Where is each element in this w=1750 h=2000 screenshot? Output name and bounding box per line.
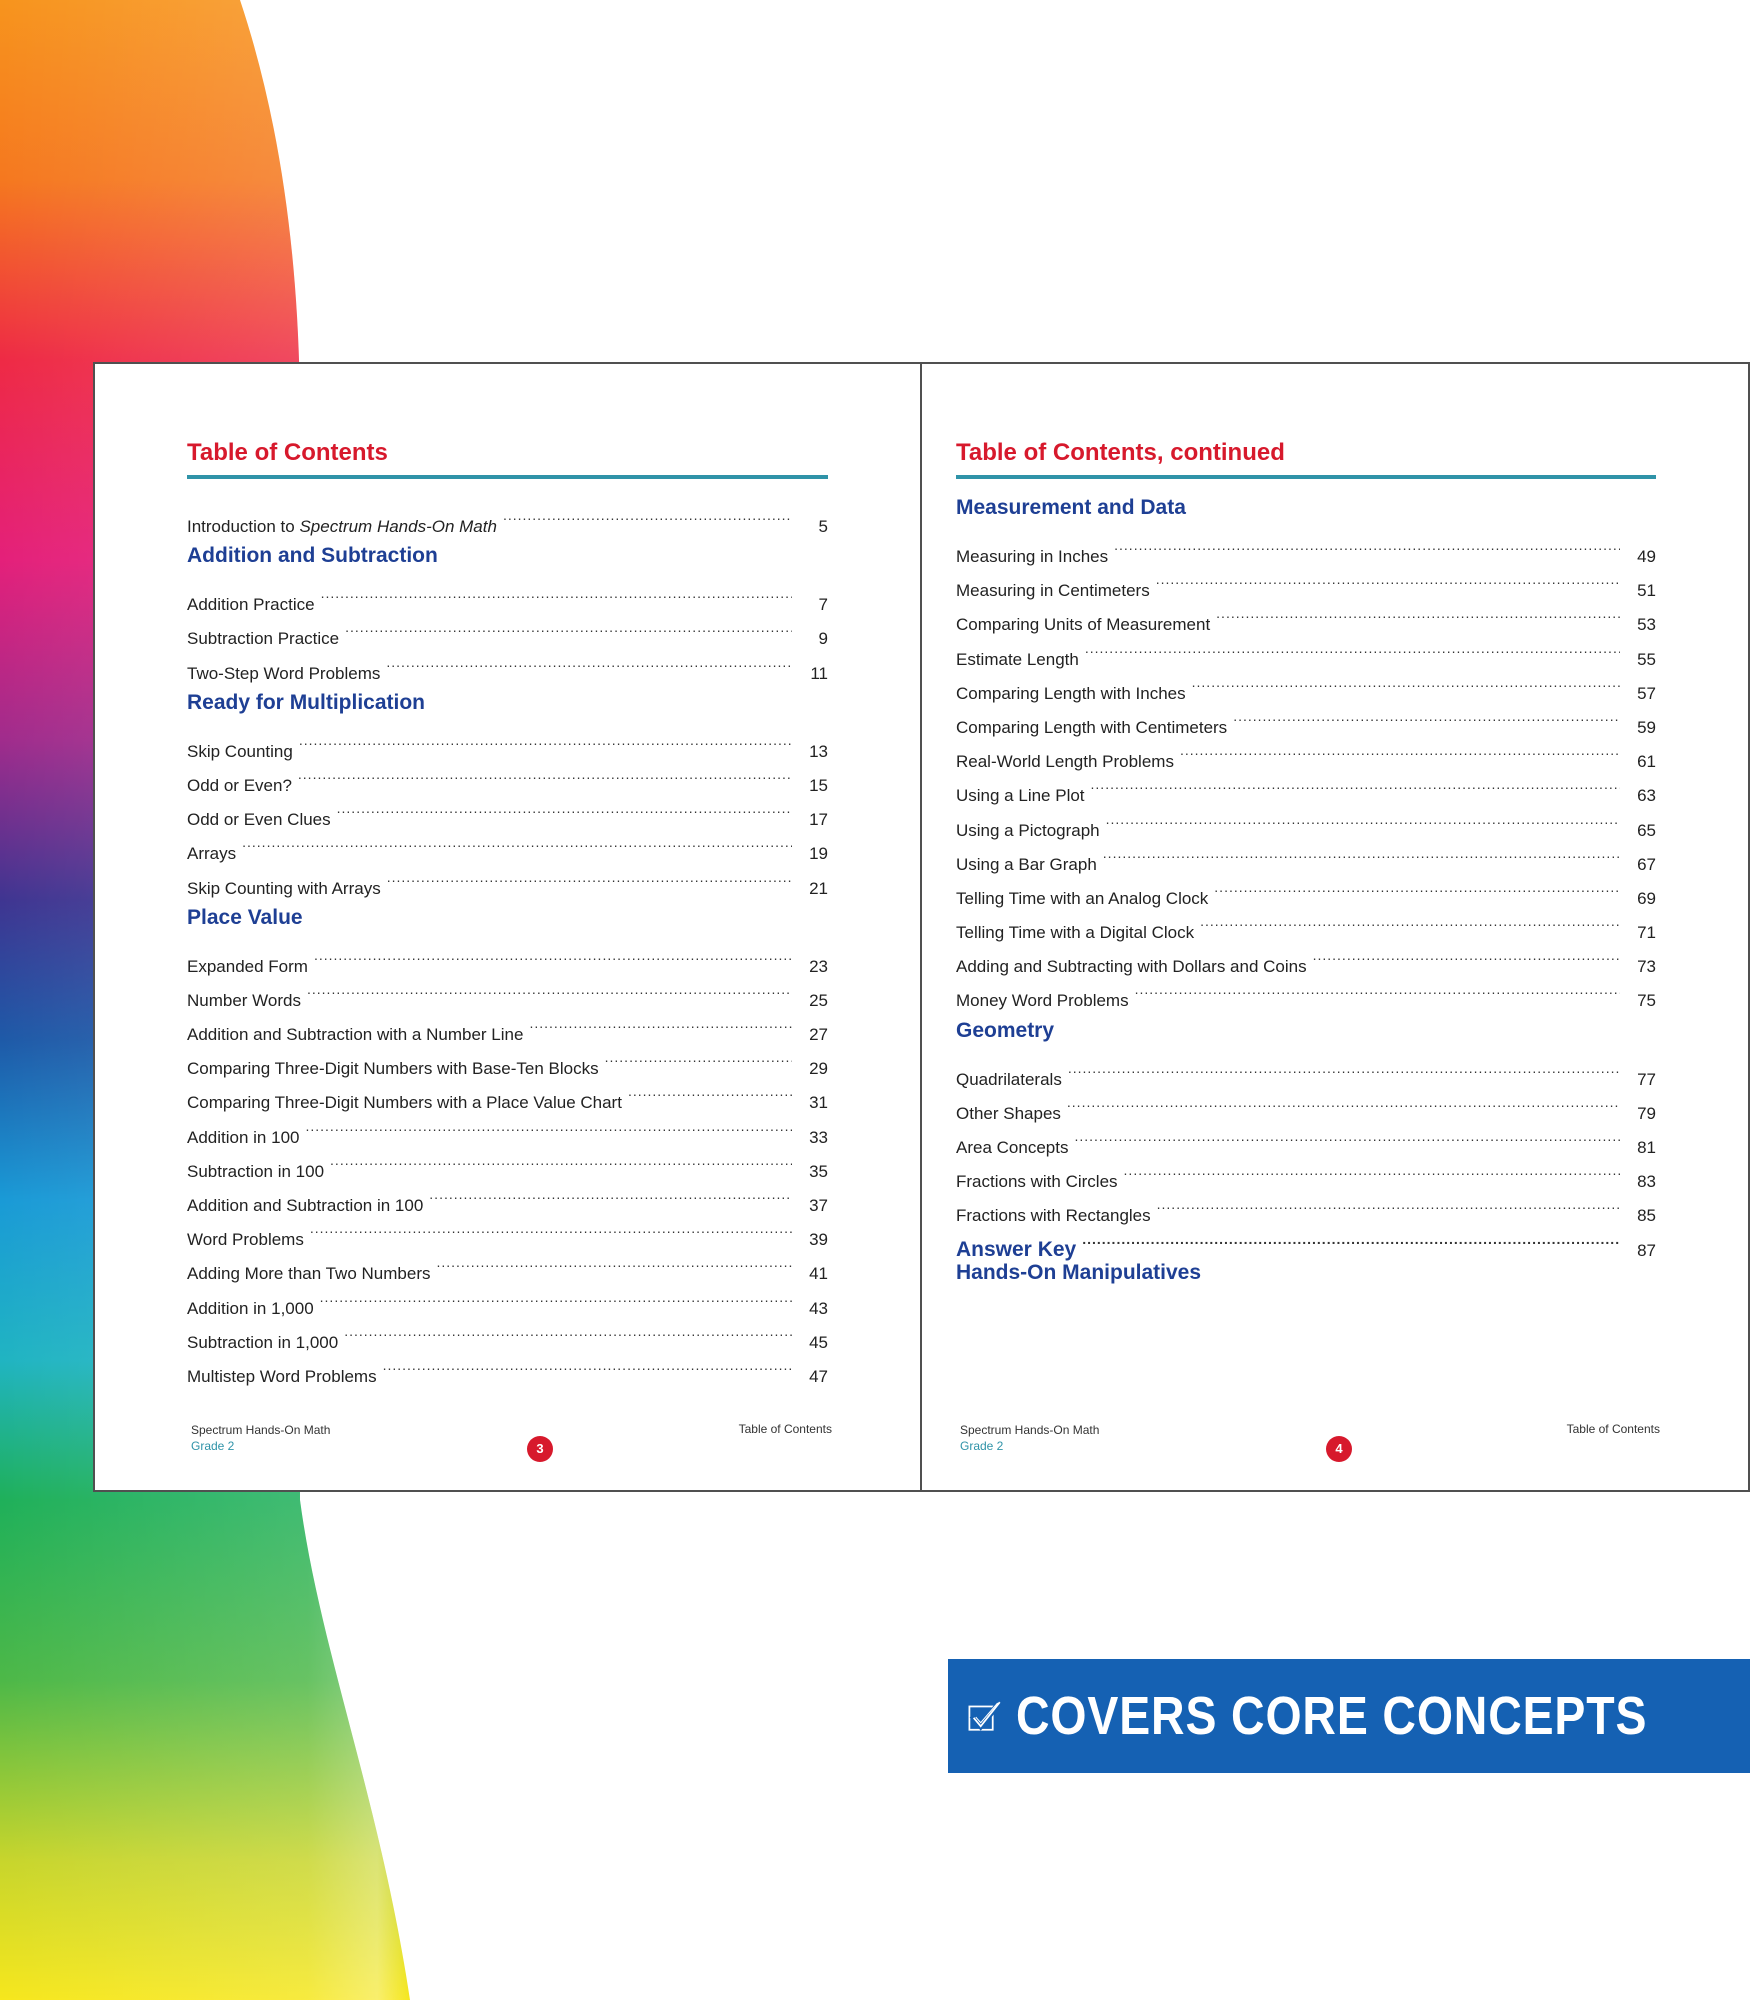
- toc-entry-label: Other Shapes: [956, 1103, 1061, 1123]
- toc-entry-label: Introduction to Spectrum Hands-On Math: [187, 517, 497, 536]
- section-heading: Place Value: [187, 905, 303, 929]
- toc-entry[interactable]: [187, 860, 828, 898]
- toc-entry-page: 83: [1637, 1172, 1656, 1192]
- toc-entry-label: Fractions with Circles: [956, 1172, 1118, 1192]
- toc-entry[interactable]: [187, 723, 828, 761]
- toc-entry-page: 7: [818, 595, 828, 615]
- toc-entry-page: 79: [1637, 1103, 1656, 1123]
- toc-entry-page: 33: [809, 1127, 828, 1147]
- toc-entry-page: 45: [809, 1332, 828, 1352]
- dot-leader: [307, 972, 792, 1006]
- dot-leader: [387, 860, 792, 894]
- toc-entry-page: 5: [818, 517, 828, 536]
- footer-grade: Grade 2: [191, 1439, 235, 1453]
- toc-list: [187, 498, 828, 1386]
- toc-entry-label: Two-Step Word Problems: [187, 663, 381, 683]
- dot-leader: [1200, 904, 1620, 938]
- toc-entry-page: 71: [1637, 923, 1656, 943]
- covers-core-concepts-banner: [948, 1659, 1750, 1773]
- toc-entry-page: 61: [1637, 752, 1656, 772]
- dot-leader: [1067, 1085, 1620, 1119]
- section-heading: Addition and Subtraction: [187, 544, 438, 568]
- toc-entry[interactable]: [187, 825, 828, 864]
- toc-entry-label: Quadrilaterals: [956, 1069, 1062, 1089]
- toc-entry-page: 81: [1637, 1138, 1656, 1157]
- dot-leader: [1156, 562, 1620, 596]
- toc-entry-label: Comparing Length with Centimeters: [956, 717, 1228, 737]
- toc-entry-page: 57: [1637, 683, 1656, 703]
- dot-leader: [429, 1177, 792, 1211]
- dot-leader: [330, 1143, 792, 1177]
- toc-entry-label: Comparing Units of Measurement: [956, 615, 1211, 635]
- footer-grade: Grade 2: [960, 1439, 1004, 1453]
- toc-entry-label: Telling Time with an Analog Clock: [956, 888, 1209, 908]
- toc-entry-label: Comparing Three-Digit Numbers with a Place Value Chart: [187, 1093, 622, 1113]
- dot-leader: [1135, 972, 1620, 1006]
- dot-leader: [1124, 1153, 1620, 1187]
- toc-entry-label: Adding More than Two Numbers: [187, 1264, 431, 1284]
- toc-entry-page: 73: [1637, 957, 1656, 977]
- section-heading: Measurement and Data: [956, 496, 1186, 519]
- toc-entry-page: 87: [1637, 1240, 1656, 1260]
- toc-entry-label: Using a Bar Graph: [956, 854, 1097, 874]
- toc-entry-page: 77: [1637, 1069, 1656, 1089]
- toc-entry-label: Area Concepts: [956, 1138, 1069, 1157]
- toc-entry-label: Measuring in Centimeters: [956, 581, 1150, 601]
- toc-entry-label: Number Words: [187, 990, 301, 1010]
- toc-entry-page: 17: [809, 810, 828, 830]
- footer-book-title: Spectrum Hands-On Math: [191, 1423, 331, 1437]
- toc-entry-page: 43: [809, 1298, 828, 1318]
- toc-entry-label: Addition Practice: [187, 595, 315, 615]
- toc-entry-label: Money Word Problems: [956, 991, 1129, 1011]
- page-number-badge: 4: [1326, 1436, 1352, 1462]
- toc-entry-label: Estimate Length: [956, 649, 1079, 669]
- toc-entry-label: Fractions with Rectangles: [956, 1206, 1151, 1226]
- toc-entry-page: 29: [809, 1059, 828, 1079]
- dot-leader: [1103, 836, 1620, 870]
- toc-entry-label: Subtraction in 100: [187, 1161, 325, 1181]
- toc-entry[interactable]: [956, 1051, 1656, 1089]
- section-heading: Ready for Multiplication: [187, 690, 426, 714]
- toc-entry-label: Comparing Length with Inches: [956, 683, 1186, 703]
- toc-entry-page: 37: [809, 1196, 828, 1215]
- toc-entry-label: Odd or Even?: [187, 775, 292, 795]
- toc-entry-label: Expanded Form: [187, 956, 308, 976]
- dot-leader: [299, 723, 792, 757]
- footer-section: Table of Contents: [738, 1422, 832, 1436]
- dot-leader: [344, 1314, 792, 1348]
- page-number-badge: 3: [527, 1436, 553, 1462]
- dot-leader: [1180, 733, 1620, 767]
- toc-entry-page: 47: [809, 1366, 828, 1386]
- toc-entry-page: 21: [809, 878, 828, 898]
- toc-entry-label: Odd or Even Clues: [187, 810, 331, 830]
- dot-leader: [529, 1006, 792, 1040]
- dot-leader: [314, 938, 792, 972]
- dot-leader: [242, 825, 792, 859]
- dot-leader: [320, 1280, 792, 1314]
- toc-entry-page: 41: [809, 1264, 828, 1284]
- dot-leader: [345, 610, 792, 644]
- toc-entry-page: 53: [1637, 615, 1656, 635]
- page-title: Table of Contents: [187, 439, 828, 479]
- toc-entry-page: 49: [1637, 547, 1656, 566]
- toc-entry-page: 31: [809, 1093, 828, 1113]
- toc-page-right: [920, 362, 1750, 1492]
- dot-leader: [1216, 596, 1620, 630]
- toc-entry[interactable]: [956, 528, 1656, 566]
- toc-entry-manipulatives[interactable]: Hands-On Manipulatives: [956, 1260, 1202, 1284]
- toc-entry-label: Telling Time with a Digital Clock: [956, 923, 1195, 943]
- dot-leader: [310, 1211, 792, 1245]
- checkmark-box-icon: [968, 1671, 1002, 1761]
- dot-leader: [1082, 1222, 1620, 1256]
- dot-leader: [436, 1245, 792, 1279]
- toc-entry-label: Addition and Subtraction with a Number Line: [187, 1025, 524, 1045]
- toc-entry-label: Skip Counting: [187, 741, 293, 761]
- toc-entry-page: 69: [1637, 888, 1656, 908]
- toc-entry-label: Using a Pictograph: [956, 820, 1100, 840]
- dot-leader: [383, 1348, 792, 1382]
- dot-leader: [321, 576, 792, 610]
- dot-leader: [1091, 767, 1620, 801]
- footer-book-info: [960, 1422, 1099, 1454]
- toc-entry[interactable]: [187, 576, 828, 615]
- dot-leader: [1114, 528, 1620, 562]
- toc-entry-page: 85: [1637, 1206, 1656, 1226]
- toc-entry-label: Arrays: [187, 844, 237, 864]
- dot-leader: [1233, 699, 1620, 733]
- toc-entry-label: Answer Key: [956, 1237, 1077, 1261]
- toc-entry-intro[interactable]: [187, 498, 828, 536]
- dot-leader: [1068, 1051, 1620, 1085]
- toc-entry-page: 75: [1637, 991, 1656, 1011]
- toc-entry-label: Addition and Subtraction in 100: [187, 1196, 424, 1215]
- toc-entry-page: 51: [1637, 581, 1656, 601]
- toc-entry-label: Skip Counting with Arrays: [187, 878, 381, 898]
- toc-entry-page: 35: [809, 1161, 828, 1181]
- toc-entry-page: 63: [1637, 786, 1656, 806]
- dot-leader: [1106, 802, 1620, 836]
- page-title: Table of Contents, continued: [956, 439, 1656, 479]
- toc-entry-label: Using a Line Plot: [956, 786, 1085, 806]
- dot-leader: [1085, 631, 1620, 665]
- toc-entry-label: Addition in 1,000: [187, 1298, 314, 1318]
- dot-leader: [386, 645, 792, 679]
- toc-entry-page: 9: [818, 629, 828, 649]
- toc-entry-page: 15: [809, 775, 828, 795]
- dot-leader: [1157, 1187, 1620, 1221]
- dot-leader: [1074, 1119, 1620, 1153]
- toc-entry-page: 67: [1637, 854, 1656, 874]
- toc-entry-label: Measuring in Inches: [956, 547, 1109, 566]
- toc-entry-label: Word Problems: [187, 1230, 304, 1250]
- toc-entry-label: Real-World Length Problems: [956, 752, 1174, 772]
- banner-text: COVERS CORE CONCEPTS: [1015, 1686, 1648, 1746]
- toc-entry-label: Adding and Subtracting with Dollars and Coins: [956, 957, 1307, 977]
- toc-entry-page: 19: [809, 844, 828, 864]
- toc-entry-page: 55: [1637, 649, 1656, 669]
- toc-entry-page: 23: [809, 956, 828, 976]
- toc-entry-label: Addition in 100: [187, 1127, 300, 1147]
- toc-entry-label: Comparing Three-Digit Numbers with Base-Ten Blocks: [187, 1059, 599, 1079]
- toc-list: [956, 498, 1656, 1290]
- toc-entry-label: Subtraction Practice: [187, 629, 340, 649]
- dot-leader: [1214, 870, 1620, 904]
- footer-book-info: [191, 1422, 330, 1454]
- toc-entry-page: 39: [809, 1230, 828, 1250]
- footer-book-title: Spectrum Hands-On Math: [960, 1423, 1100, 1437]
- toc-entry-label: Subtraction in 1,000: [187, 1332, 339, 1352]
- dot-leader: [1192, 665, 1620, 699]
- toc-entry-page: 25: [809, 990, 828, 1010]
- section-heading: Geometry: [956, 1018, 1055, 1042]
- toc-entry-page: 65: [1637, 820, 1656, 840]
- dot-leader: [503, 498, 792, 532]
- dot-leader: [605, 1040, 792, 1074]
- dot-leader: [628, 1074, 792, 1108]
- toc-page-left: [93, 362, 922, 1492]
- toc-entry[interactable]: [187, 938, 828, 976]
- toc-entry-page: 11: [810, 663, 828, 683]
- toc-entry-label: Multistep Word Problems: [187, 1366, 377, 1386]
- dot-leader: [337, 791, 792, 825]
- toc-entry-page: 59: [1637, 717, 1656, 737]
- footer-section: Table of Contents: [1566, 1422, 1660, 1436]
- dot-leader: [305, 1109, 792, 1143]
- dot-leader: [298, 757, 792, 791]
- toc-entry-page: 13: [809, 741, 828, 761]
- dot-leader: [1313, 938, 1620, 972]
- toc-entry-page: 27: [809, 1025, 828, 1045]
